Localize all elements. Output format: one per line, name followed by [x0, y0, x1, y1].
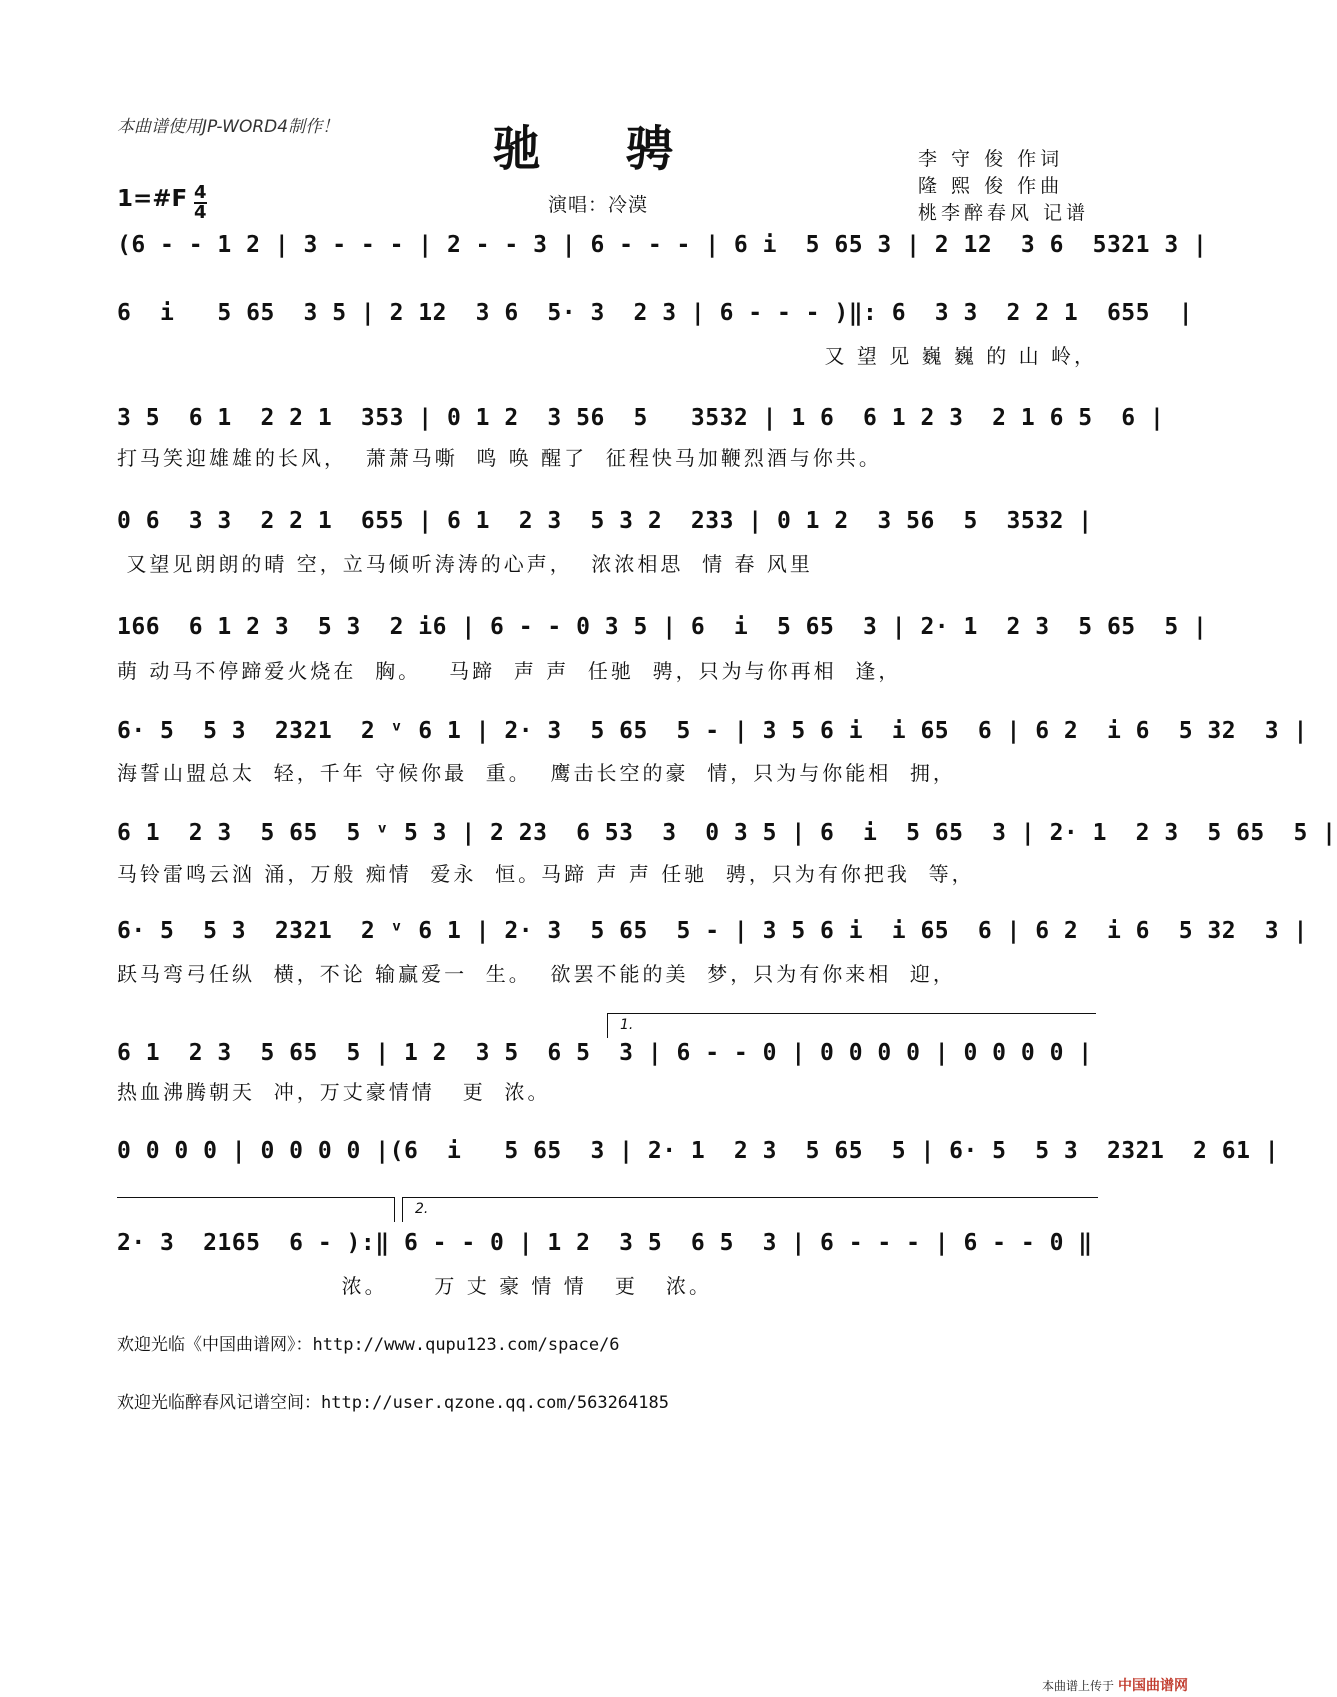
first-ending-bracket-continued	[117, 1197, 395, 1222]
first-ending-label: 1.	[620, 1017, 634, 1033]
lyric-line-11: 浓。 万 丈 豪 情 情 更 浓。	[117, 1274, 712, 1298]
score-line-3: 3 5 6 1 2 2 1 353 | 0 1 2 3 56 5 3532 | 1 6 6 1 2 3 2 1 6 5 6 |	[117, 405, 1165, 431]
software-note: 本曲谱使用JP-WORD4制作！	[117, 117, 340, 137]
lyric-line-8: 跃马弯弓任纵 横，不论 输赢爱一 生。 欲罢不能的美 梦，只为有你来相 迎，	[117, 962, 956, 986]
second-ending-label: 2.	[415, 1201, 429, 1217]
lyric-line-6: 海誓山盟总太 轻，千年 守候你最 重。 鹰击长空的豪 情，只为与你能相 拥，	[117, 761, 956, 785]
upload-watermark	[1042, 1675, 1188, 1695]
song-title: 驰 骋	[492, 121, 708, 177]
second-ending-bracket	[402, 1197, 1098, 1222]
score-line-7: 6 1 2 3 5 65 5 ᵛ 5 3 | 2 23 6 53 3 0 3 5 | 6 i 5 65 3 | 2· 1 2 3 5 65 5 |	[117, 820, 1337, 846]
first-ending-bracket	[607, 1013, 1096, 1038]
composer-credit: 隆 熙 俊 作曲	[918, 175, 1064, 197]
lyric-line-4: 又望见朗朗的晴 空，立马倾听涛涛的心声， 浓浓相思 情 春 风里	[117, 552, 813, 576]
time-signature-numerator: 4	[194, 182, 207, 203]
time-signature	[194, 184, 207, 222]
footer-link-qupu: 欢迎光临《中国曲谱网》：http://www.qupu123.com/space/6	[117, 1335, 620, 1355]
credits	[918, 146, 1089, 227]
singer: 演唱：冷漠	[548, 194, 649, 216]
lyric-line-2: 又 望 见 巍 巍 的 山 岭，	[824, 344, 1097, 368]
score-line-4: 0 6 3 3 2 2 1 655 | 6 1 2 3 5 3 2 233 | 0 1 2 3 56 5 3532 |	[117, 508, 1093, 534]
lyric-line-3: 打马笑迎雄雄的长风， 萧萧马嘶 鸣 唤 醒了 征程快马加鞭烈酒与你共。	[117, 446, 882, 470]
score-line-2: 6 i 5 65 3 5 | 2 12 3 6 5· 3 2 3 | 6 - - - )‖: 6 3 3 2 2 1 655 |	[117, 300, 1194, 326]
score-line-8: 6· 5 5 3 2321 2 ᵛ 6 1 | 2· 3 5 65 5 - | 3 5 6 i i 65 6 | 6 2 i 6 5 32 3 |	[117, 918, 1308, 944]
footer-link-qzone: 欢迎光临醉春风记谱空间：http://user.qzone.qq.com/563264185	[117, 1393, 669, 1413]
watermark-text: 本曲谱上传于	[1041, 1678, 1114, 1693]
lyric-line-5: 萌 动马不停蹄爱火烧在 胸。 马蹄 声 声 任驰 骋，只为与你再相 逢，	[117, 659, 902, 683]
score-line-6: 6· 5 5 3 2321 2 ᵛ 6 1 | 2· 3 5 65 5 - | 3 5 6 i i 65 6 | 6 2 i 6 5 32 3 |	[117, 718, 1308, 744]
score-line-1: (6 - - 1 2 | 3 - - - | 2 - - 3 | 6 - - - | 6 i 5 65 3 | 2 12 3 6 5321 3 |	[117, 232, 1208, 258]
lyric-line-9: 热血沸腾朝天 冲，万丈豪情情 更 浓。	[117, 1080, 551, 1104]
lyric-line-7: 马铃雷鸣云汹 涌，万般 痴情 爱永 恒。马蹄 声 声 任驰 骋，只为有你把我 等，	[117, 862, 975, 886]
transcriber-credit: 桃李醉春风 记谱	[918, 202, 1090, 224]
score-line-5: 166 6 1 2 3 5 3 2 i6 | 6 - - 0 3 5 | 6 i 5 65 3 | 2· 1 2 3 5 65 5 |	[117, 614, 1208, 640]
score-line-9: 6 1 2 3 5 65 5 | 1 2 3 5 6 5 3 | 6 - - 0 | 0 0 0 0 | 0 0 0 0 |	[117, 1040, 1093, 1066]
lyricist-credit: 李 守 俊 作词	[918, 148, 1064, 170]
time-signature-denominator: 4	[194, 202, 207, 223]
score-line-11: 2· 3 2165 6 - ):‖ 6 - - 0 | 1 2 3 5 6 5 3 | 6 - - - | 6 - - 0 ‖	[117, 1230, 1093, 1256]
key-signature: 1=#F	[117, 186, 188, 212]
site-logo: 中国曲谱网	[1118, 1678, 1188, 1694]
score-line-10: 0 0 0 0 | 0 0 0 0 |(6 i 5 65 3 | 2· 1 2 3 5 65 5 | 6· 5 5 3 2321 2 61 |	[117, 1138, 1280, 1164]
